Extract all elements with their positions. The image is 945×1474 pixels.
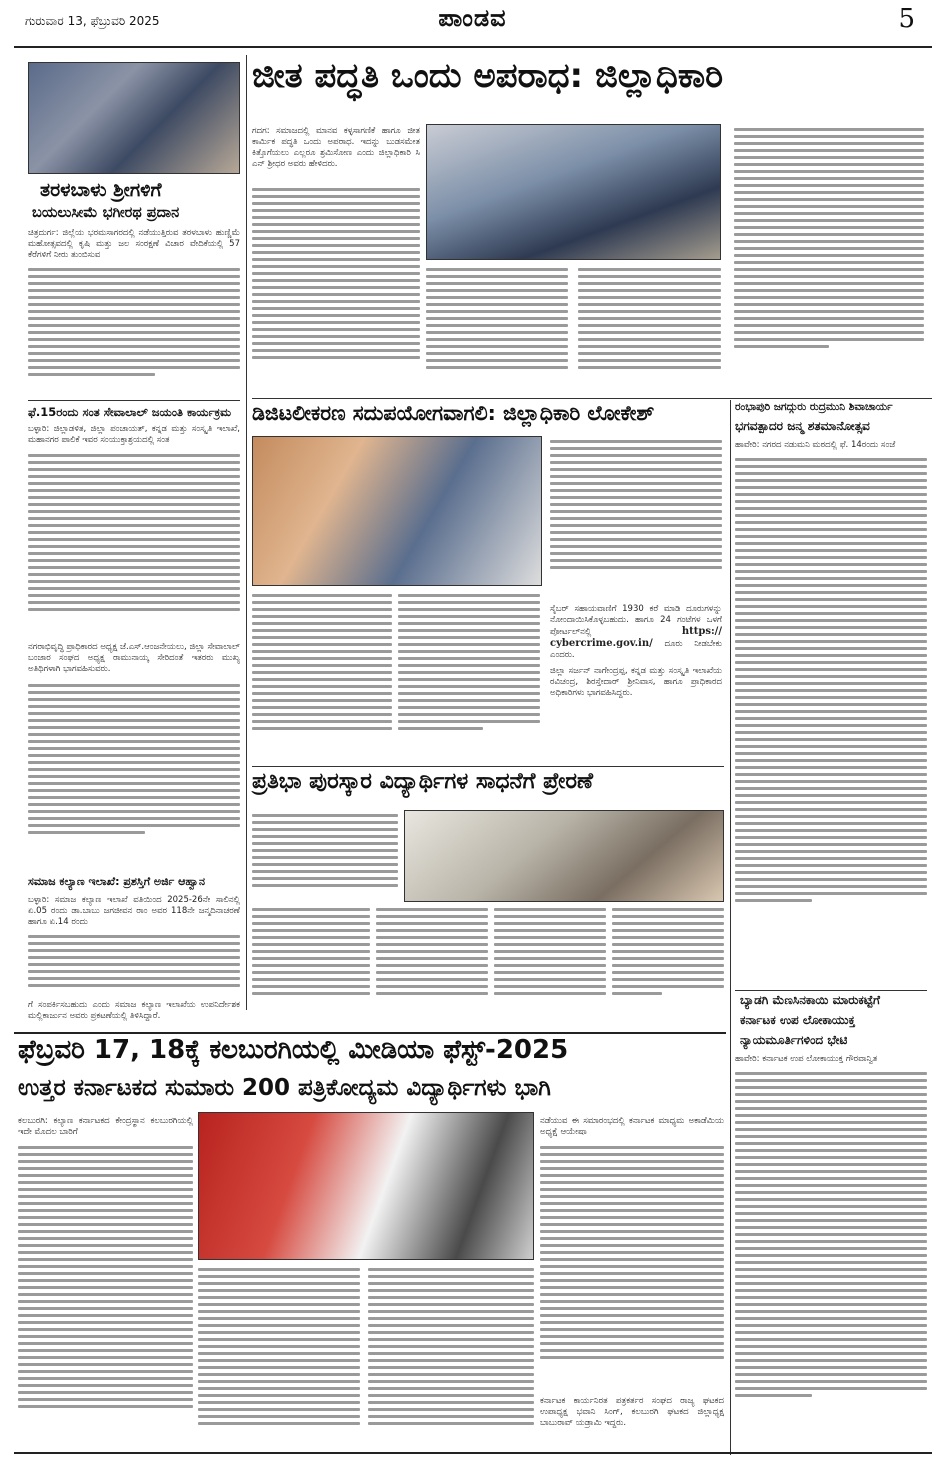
article-body-mediafest-col4: [540, 1142, 724, 1392]
article-body-jeeta-col3: [578, 264, 721, 394]
section-rule: [735, 990, 927, 991]
article-body-digital-col1: [252, 590, 392, 762]
article-body-taralabalu: [28, 264, 240, 394]
article-body-mediafest-col2: [198, 1264, 360, 1448]
photo-digital-meeting: [252, 436, 542, 586]
cyber-text: ಸೈಬರ್ ಸಹಾಯವಾಣಿಗೆ 1930 ಕರೆ ಮಾಡಿ ದೂರುಗಳನ್ನು ನೋಂದಾಯಿಸಿಕೊಳ್ಳಬಹುದು. ಹಾಗೂ 24 ಗಂಟೆಗಳ ಒಳಗೆ ಪೋರ್ಟಲ್‌ನಲ್ಲಿ: [550, 604, 722, 637]
photo-mediafest-press: [198, 1112, 534, 1260]
headline-taralabalu-2: ಬಯಲುಸೀಮೆ ಭಗೀರಥ ಪ್ರದಾನ: [32, 205, 180, 221]
article-body-byadagi: [735, 1068, 927, 1448]
headline-pratibha: ಪ್ರತಿಭಾ ಪುರಸ್ಕಾರ ವಿದ್ಯಾರ್ಥಿಗಳ ಸಾಧನೆಗೆ ಪ್ರೇರಣೆ: [252, 769, 594, 794]
headline-byadagi-3: ನ್ಯಾಯಮೂರ್ತಿಗಳಿಂದ ಭೇಟಿ: [740, 1033, 848, 1047]
article-cyber-text: [550, 604, 722, 664]
masthead-logo: ಪಾಂಡವ: [438, 4, 507, 32]
column-divider: [246, 55, 247, 1010]
photo-pratibha-award: [404, 810, 724, 902]
photo-jeeta-meeting: [426, 124, 721, 260]
article-closing-sevalal: ನಗರಾಭಿವೃದ್ಧಿ ಪ್ರಾಧಿಕಾರದ ಅಧ್ಯಕ್ಷ ಜೆ.ಎಸ್.ಆಂಜನೇಯಲು, ಜಿಲ್ಲಾ ಸೇವಾಲಾಲ್ ಬಂಜಾರ ಸಂಘದ ಅಧ್ಯಕ್ಷ ರಾಮುನಾಯ್ಕ ಸೇರಿದಂತೆ ಇತರರು ಮುಖ್ಯ ಅತಿಥಿಗಳಾಗಿ ಭಾಗವಹಿಸುವರು.: [28, 642, 240, 674]
article-lead-mediafest: ಕಲಬುರಗಿ: ಕಲ್ಯಾಣ ಕರ್ನಾಟಕದ ಕೇಂದ್ರಸ್ಥಾನ ಕಲಬುರಗಿಯಲ್ಲಿ ಇದೇ ಮೊದಲ ಬಾರಿಗೆ: [18, 1116, 193, 1137]
section-rule: [252, 766, 724, 767]
headline-sevalal: ಫೆ.15ರಂದು ಸಂತ ಸೇವಾಲಾಲ್ ಜಯಂತಿ ಕಾರ್ಯಕ್ರಮ: [28, 405, 232, 419]
headline-samaja: ಸಮಾಜ ಕಲ್ಯಾಣ ಇಲಾಖೆ: ಪ್ರಶಸ್ತಿಗೆ ಅರ್ಜಿ ಆಹ್ವಾನ: [28, 875, 205, 888]
page-bottom-rule: [14, 1452, 932, 1454]
masthead-date: ಗುರುವಾರ 13, ಫೆಬ್ರುವರಿ 2025: [25, 14, 160, 28]
article-lead-byadagi: ಹಾವೇರಿ: ಕರ್ನಾಟಕ ಉಪ ಲೋಕಾಯುಕ್ತ ಗೌರವಾನ್ವಿತ: [735, 1054, 878, 1064]
headline-rambhapuri-2: ಭಗವತ್ಪಾದರ ಜನ್ಮ ಶತಮಾನೋತ್ಸವ: [735, 419, 870, 433]
headline-byadagi-2: ಕರ್ನಾಟಕ ಉಪ ಲೋಕಾಯುಕ್ತ: [740, 1013, 856, 1027]
headline-taralabalu-1: ತರಳಬಾಳು ಶ್ರೀಗಳಿಗೆ: [40, 179, 162, 201]
article-body-pratibha-col4: [494, 904, 606, 1014]
subheadline-mediafest: ಉತ್ತರ ಕರ್ನಾಟಕದ ಸುಮಾರು 200 ಪತ್ರಿಕೋದ್ಯಮ ವಿದ್ಯಾರ್ಥಿಗಳು ಭಾಗಿ: [18, 1075, 551, 1101]
section-rule: [252, 398, 932, 399]
article-body-jeeta-col1: [252, 184, 420, 394]
article-body-samaja: [28, 931, 240, 999]
cyber-after: ದೂರು ನೀಡಬೇಕು ಎಂದರು.: [550, 639, 722, 660]
section-rule: [28, 400, 240, 401]
article-lead-rambhapuri: ಹಾವೇರಿ: ನಗರದ ನಡುಮನಿ ಮಠದಲ್ಲಿ ಫೆ. 14ರಂದು ಸಂಜೆ: [735, 440, 896, 450]
section-rule-thick: [14, 1032, 726, 1034]
article-closing-samaja: ಗೆ ಸಂಪರ್ಕಿಸಬಹುದು ಎಂದು ಸಮಾಜ ಕಲ್ಯಾಣ ಇಲಾಖೆಯ ಉಪನಿರ್ದೇಶಕ ಮಲ್ಲಿಕಾರ್ಜುನ ಅವರು ಪ್ರಕಟಣೆಯಲ್ಲಿ ತಿಳಿಸಿದ್ದಾರೆ.: [28, 1000, 240, 1021]
article-body-pratibha-col1: [252, 810, 398, 900]
article-body-pratibha-col5: [612, 904, 724, 1014]
article-body-rambhapuri: [735, 454, 927, 964]
headline-mediafest: ಫೆಬ್ರವರಿ 17, 18ಕ್ಕೆ ಕಲಬುರಗಿಯಲ್ಲಿ ಮೀಡಿಯಾ ಫೆಸ್ಟ್-2025: [18, 1035, 569, 1065]
article-body-jeeta-col4: [734, 124, 924, 396]
article-body-digital-col3: [550, 436, 722, 602]
article-body-pratibha-col3: [376, 904, 488, 1014]
article-closing-digital: ಜಿಲ್ಲಾ ಸರ್ಜನ್ ನಾಗೇಂದ್ರಪ್ಪ, ಕನ್ನಡ ಮತ್ತು ಸಂಸ್ಕೃತಿ ಇಲಾಖೆಯ ರವಿಚಂದ್ರ, ಶಿರಸ್ತೇದಾರ್ ಶ್ರೀನಿವಾಸ, ಹಾಗೂ ಪ್ರಾಧಿಕಾರದ ಅಧಿಕಾರಿಗಳು ಭಾಗವಹಿಸಿದ್ದರು.: [550, 666, 722, 698]
article-lead-samaja: ಬಳ್ಳಾರಿ: ಸಮಾಜ ಕಲ್ಯಾಣ ಇಲಾಖೆ ವತಿಯಿಂದ 2025-26ನೇ ಸಾಲಿನಲ್ಲಿ ಏ.05 ರಂದು ಡಾ.ಬಾಬು ಜಗಜೀವನ ರಾಂ ಅವರ 118ನೇ ಜನ್ಮದಿನಾಚರಣೆ ಹಾಗೂ ಏ.14 ರಂದು: [28, 895, 240, 927]
article-col3-lead-mediafest: ನಡೆಯುವ ಈ ಸಮಾರಂಭದಲ್ಲಿ ಕರ್ನಾಟಕ ಮಾಧ್ಯಮ ಅಕಾಡೆಮಿಯ ಅಧ್ಯಕ್ಷೆ ಆಯೇಷಾ: [540, 1116, 724, 1137]
page-number: 5: [898, 4, 915, 34]
headline-jeeta: ಜೀತ ಪದ್ಧತಿ ಒಂದು ಅಪರಾಧ: ಜಿಲ್ಲಾಧಿಕಾರಿ: [252, 56, 724, 96]
article-body-sevalal-2: [28, 680, 240, 868]
article-body-mediafest-col3: [368, 1264, 534, 1448]
article-lead-taralabalu: ಚಿತ್ರದುರ್ಗ: ಜಿಲ್ಲೆಯ ಭರಮಸಾಗರದಲ್ಲಿ ನಡೆಯುತ್ತಿರುವ ತರಳಬಾಳು ಹುಣ್ಣಿಮೆ ಮಹೋತ್ಸವದಲ್ಲಿ ಕೃಷಿ ಮತ್ತು ಜಲ ಸಂರಕ್ಷಣೆ ವಿಚಾರ ವೇದಿಕೆಯಲ್ಲಿ 57 ಕೆರೆಗಳಿಗೆ ನೀರು ತುಂಬಿಸುವ: [28, 228, 240, 260]
article-lead-sevalal: ಬಳ್ಳಾರಿ: ಜಿಲ್ಲಾಡಳಿತ, ಜಿಲ್ಲಾ ಪಂಚಾಯತ್, ಕನ್ನಡ ಮತ್ತು ಸಂಸ್ಕೃತಿ ಇಲಾಖೆ, ಮಹಾನಗರ ಪಾಲಿಕೆ ಇವರ ಸಂಯುಕ್ತಾಶ್ರಯದಲ್ಲಿ ಸಂತ: [28, 424, 240, 445]
headline-digital: ಡಿಜಿಟಲೀಕರಣ ಸದುಪಯೋಗವಾಗಲಿ: ಜಿಲ್ಲಾಧಿಕಾರಿ ಲೋಕೇಶ್: [252, 401, 655, 425]
cybercrime-link[interactable]: https:// cybercrime.gov.in/: [550, 626, 722, 649]
article-body-jeeta-col2: [426, 264, 568, 394]
headline-byadagi-1: ಬ್ಯಾಡಗಿ ಮೆಣಸಿನಕಾಯಿ ಮಾರುಕಟ್ಟೆಗೆ: [740, 993, 881, 1007]
column-divider: [730, 400, 731, 1455]
masthead-rule: [14, 46, 932, 48]
photo-award-ceremony: [28, 62, 240, 174]
article-body-mediafest-col1: [18, 1142, 193, 1448]
article-lead-jeeta: ಗದಗ: ಸಮಾಜದಲ್ಲಿ ಮಾನವ ಕಳ್ಳಸಾಗಣಿಕೆ ಹಾಗೂ ಜೀತ ಕಾರ್ಮಿಕ ಪದ್ಧತಿ ಒಂದು ಅಪರಾಧ. ಇದನ್ನು ಬುಡಸಮೇತ ಕಿತ್ತೊಗೆಯಲು ಎಲ್ಲರೂ ಶ್ರಮಿಸೋಣ ಎಂದು ಜಿಲ್ಲಾಧಿಕಾರಿ ಸಿ ಎನ್ ಶ್ರೀಧರ ಅವರು ಹೇಳಿದರು.: [252, 126, 420, 169]
article-body-pratibha-col2: [252, 904, 370, 1014]
article-body-digital-col2: [398, 590, 540, 762]
article-body-sevalal: [28, 450, 240, 640]
article-closing-mediafest: ಕರ್ನಾಟಕ ಕಾರ್ಯನಿರತ ಪತ್ರಕರ್ತರ ಸಂಘದ ರಾಜ್ಯ ಘಟಕದ ಉಪಾಧ್ಯಕ್ಷ ಭವಾನಿ ಸಿಂಗ್, ಕಲಬುರಗಿ ಘಟಕದ ಜಿಲ್ಲಾಧ್ಯಕ್ಷ ಬಾಬುರಾವ್ ಯಡ್ರಾಮಿ ಇದ್ದರು.: [540, 1396, 724, 1428]
headline-rambhapuri-1: ರಂಭಾಪುರಿ ಜಗದ್ಗುರು ರುದ್ರಮುನಿ ಶಿವಾಚಾರ್ಯ: [735, 401, 893, 413]
